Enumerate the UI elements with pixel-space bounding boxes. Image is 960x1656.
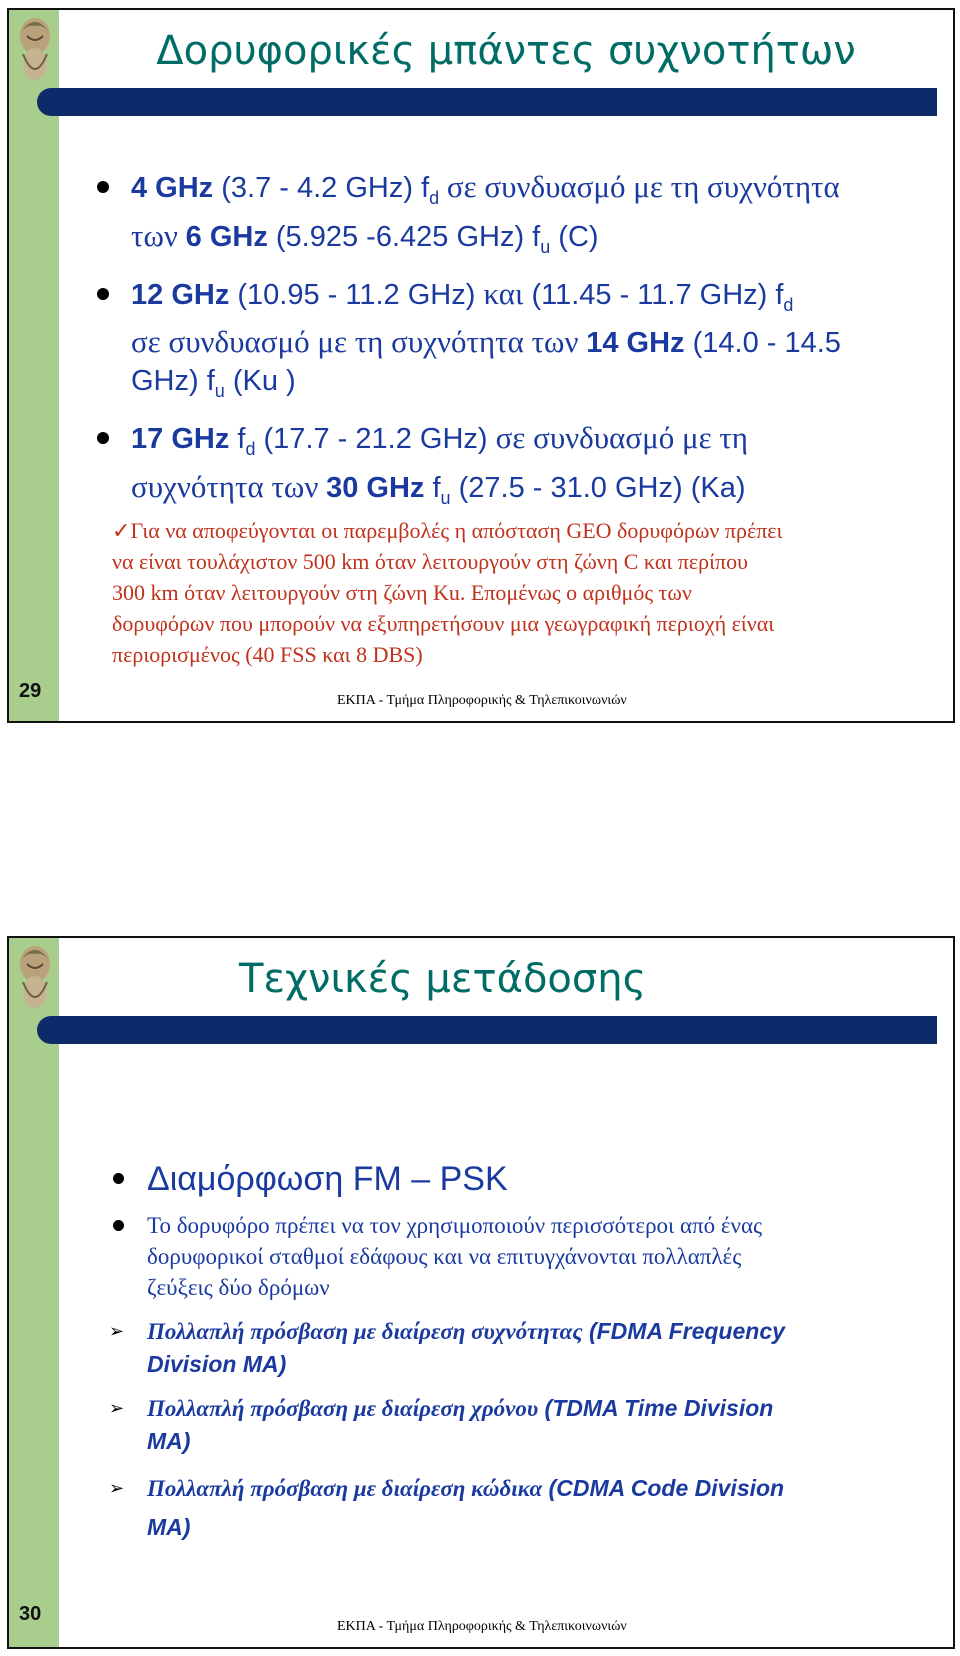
band-list [91, 168, 841, 517]
slide-title: Τεχνικές μετάδοσης [239, 956, 647, 1002]
technique-list [109, 1158, 929, 1558]
list-item: 12 GHz (10.95 - 11.2 GHz) και (11.45 - 11.7 GHz) $f_d$ σε συνδυασμό με τη συχνότητα των 14 GHz (14.0 - 14.5 GHz) $f_u$ (Ku ) [91, 275, 841, 411]
list-item: 4 GHz (3.7 - 4.2 GHz) $f_d$ σε συνδυασμό με τη συχνότητα των 6 GHz (5.925 -6.425 GHz) $f_u$ (C) [91, 168, 841, 266]
slide-side-bar [9, 938, 59, 1647]
list-item: ➢ Πολλαπλή πρόσβαση με διαίρεση χρόνου (TDMA Time Division MA) [109, 1392, 929, 1457]
list-item: 17 GHz $f_d$ (17.7 - 21.2 GHz) σε συνδυασμό με τη συχνότητα των 30 GHz $f_u$ (27.5 - 31.0 GHz) (Ka) [91, 419, 841, 517]
athena-logo-icon [13, 942, 57, 1022]
title-underline-bar [37, 1016, 937, 1044]
arrow-bullet-icon: ➢ [109, 1398, 125, 1418]
arrow-bullet-icon: ➢ [109, 1321, 125, 1341]
slide-side-bar [9, 10, 59, 721]
list-item: Το δορυφόρο πρέπει να τον χρησιμοποιούν περισσότεροι από ένας δορυφορικοί σταθμοί εδάφους και να επιτυγχάνονται πολλαπλές ζεύξεις δύο δρόμων [109, 1210, 929, 1303]
athena-logo-icon [13, 14, 57, 94]
arrow-bullet-icon: ➢ [109, 1478, 125, 1498]
list-item: Διαμόρφωση FM – PSK [109, 1158, 929, 1200]
slide-29 [7, 8, 955, 723]
page-number: 30 [19, 1603, 42, 1625]
footer-text: ΕΚΠΑ - Τμήμα Πληροφορικής & Τηλεπικοινωνιών [337, 693, 627, 708]
footer-text: ΕΚΠΑ - Τμήμα Πληροφορικής & Τηλεπικοινωνιών [337, 1619, 627, 1634]
list-item: ➢ Πολλαπλή πρόσβαση με διαίρεση συχνότητας (FDMA Frequency Division MA) [109, 1315, 929, 1380]
list-item: ➢ Πολλαπλή πρόσβαση με διαίρεση κώδικα (CDMA Code Division MA) [109, 1469, 929, 1546]
page-number: 29 [19, 680, 42, 702]
check-icon: ✓ [112, 518, 131, 543]
note-paragraph: ✓Για να αποφεύγονται οι παρεμβολές η απόσταση GEO δορυφόρων πρέπει να είναι τουλάχιστον 500 km όταν λειτουργούν στη ζώνη C και περίπου 300 km όταν λειτουργούν στη ζώνη Ku. Επομένως ο αριθμός των δορυφόρων που μπορούν να εξυπηρετήσουν μια γεωγραφική περιοχή είναι περιορισμένος (40 FSS και 8 DBS) [112, 518, 783, 667]
slide-title: Δορυφορικές μπάντες συχνοτήτων [156, 28, 856, 74]
slide-30 [7, 936, 955, 1649]
title-underline-bar [37, 88, 937, 116]
